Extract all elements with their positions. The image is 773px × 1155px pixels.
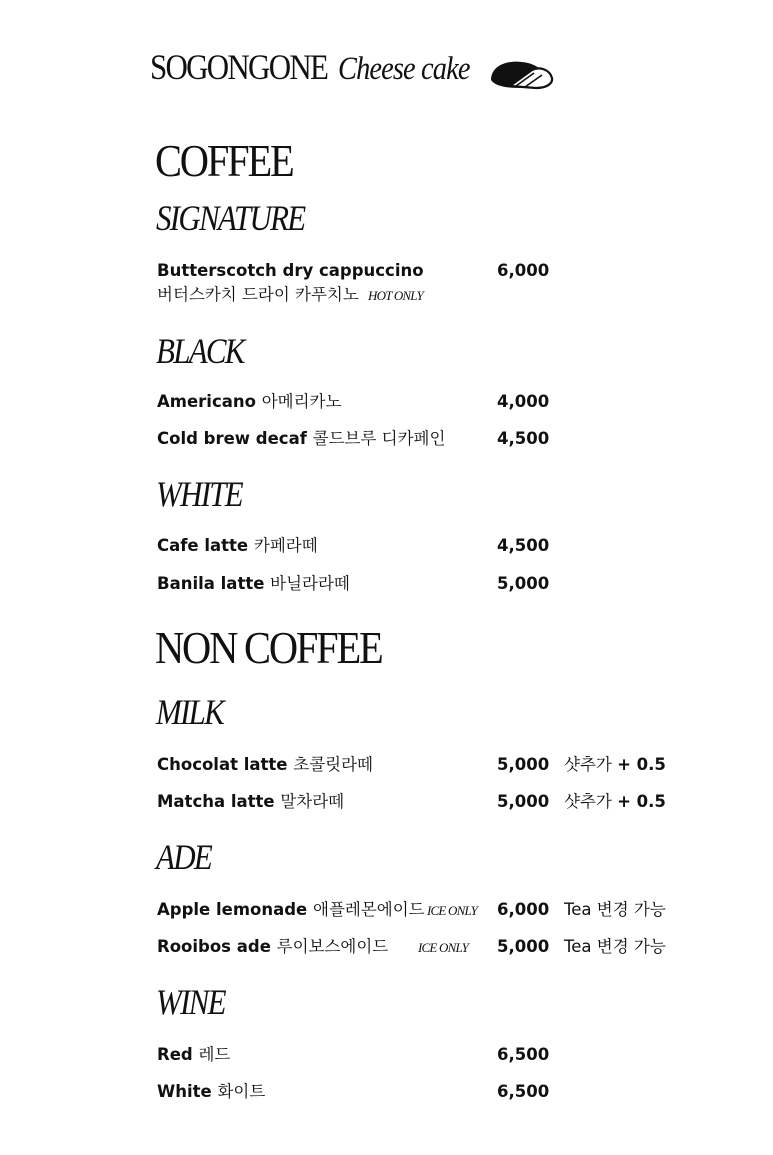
brand-header	[150, 46, 491, 92]
subsection-title-signature: SIGNATURE	[156, 198, 305, 238]
subsection-title-milk: MILK	[156, 692, 224, 732]
subsection-title-wine: WINE	[156, 982, 225, 1022]
item-name-kr: 레드	[198, 1045, 231, 1064]
extra-label: 샷추가	[564, 792, 612, 811]
item-name-kr: 카페라떼	[253, 536, 318, 555]
cheesecake-icon	[488, 56, 556, 92]
extra-shot-option	[564, 794, 666, 811]
item-name-kr-text: 버터스카치 드라이 카푸치노	[157, 285, 359, 304]
menu-item-name	[157, 757, 373, 774]
brand-tagline: Cheese cake	[338, 51, 470, 87]
item-price: 4,500	[497, 536, 550, 555]
item-price: 4,500	[497, 429, 550, 448]
item-name-kr: 아메리카노	[261, 392, 342, 411]
ice-only-note: ICE ONLY	[427, 903, 478, 918]
item-name-kr	[157, 287, 423, 304]
subsection-title-ade: ADE	[156, 837, 212, 877]
item-name-en: Rooibos ade	[157, 937, 271, 956]
menu-item-name	[157, 394, 341, 411]
item-price: 5,000	[497, 937, 550, 956]
extra-shot-option	[564, 757, 666, 774]
ice-only-note: ICE ONLY	[418, 940, 469, 955]
item-name-en: Apple lemonade	[157, 900, 308, 919]
item-name-kr: 화이트	[217, 1082, 266, 1101]
menu-item-name	[157, 902, 425, 919]
menu-item-name	[157, 576, 350, 593]
hot-only-note: HOT ONLY	[368, 288, 423, 303]
menu-item-name	[157, 263, 424, 280]
item-name-en: Red	[157, 1045, 193, 1064]
subsection-title-black: BLACK	[156, 331, 244, 371]
item-name-kr: 초콜릿라떼	[293, 755, 373, 774]
item-name-kr: 애플레몬에이드	[313, 900, 425, 919]
menu-item-name	[157, 794, 344, 811]
extra-value: + 0.5	[617, 755, 666, 774]
tea-change-option: Tea 변경 가능	[564, 900, 666, 919]
menu-item-name	[157, 1047, 230, 1064]
item-name-kr: 말차라떼	[280, 792, 345, 811]
item-name-en: Banila latte	[157, 574, 265, 593]
item-name-en: Cafe latte	[157, 536, 249, 555]
item-price: 6,000	[497, 900, 550, 919]
brand-name: SOGONGONE	[150, 47, 328, 87]
subsection-title-white: WHITE	[156, 474, 242, 514]
item-name-kr: 콜드브루 디카페인	[312, 429, 446, 448]
tea-change-option: Tea 변경 가능	[564, 937, 666, 956]
item-price: 5,000	[497, 755, 550, 774]
item-price: 5,000	[497, 574, 550, 593]
item-name-en: Cold brew decaf	[157, 429, 307, 448]
item-name-en: Matcha latte	[157, 792, 275, 811]
extra-value: + 0.5	[617, 792, 666, 811]
menu-item-name	[157, 431, 445, 448]
extra-label: 샷추가	[564, 755, 612, 774]
item-price: 6,500	[497, 1082, 550, 1101]
item-name-kr: 바닐라라떼	[270, 574, 350, 593]
section-title-coffee: COFFEE	[155, 135, 293, 186]
menu-item-name	[157, 538, 318, 555]
item-price: 6,000	[497, 261, 550, 280]
item-price: 6,500	[497, 1045, 550, 1064]
item-name-kr: 루이보스에이드	[276, 937, 389, 956]
menu-item-name	[157, 1084, 265, 1101]
menu-item-name	[157, 939, 388, 956]
item-price: 4,000	[497, 392, 550, 411]
section-title-non-coffee: NON COFFEE	[155, 622, 382, 673]
item-price: 5,000	[497, 792, 550, 811]
item-name-en: Chocolat latte	[157, 755, 288, 774]
item-name-en: Americano	[157, 392, 256, 411]
item-name-en: Butterscotch dry cappuccino	[157, 261, 424, 280]
item-name-en: White	[157, 1082, 212, 1101]
